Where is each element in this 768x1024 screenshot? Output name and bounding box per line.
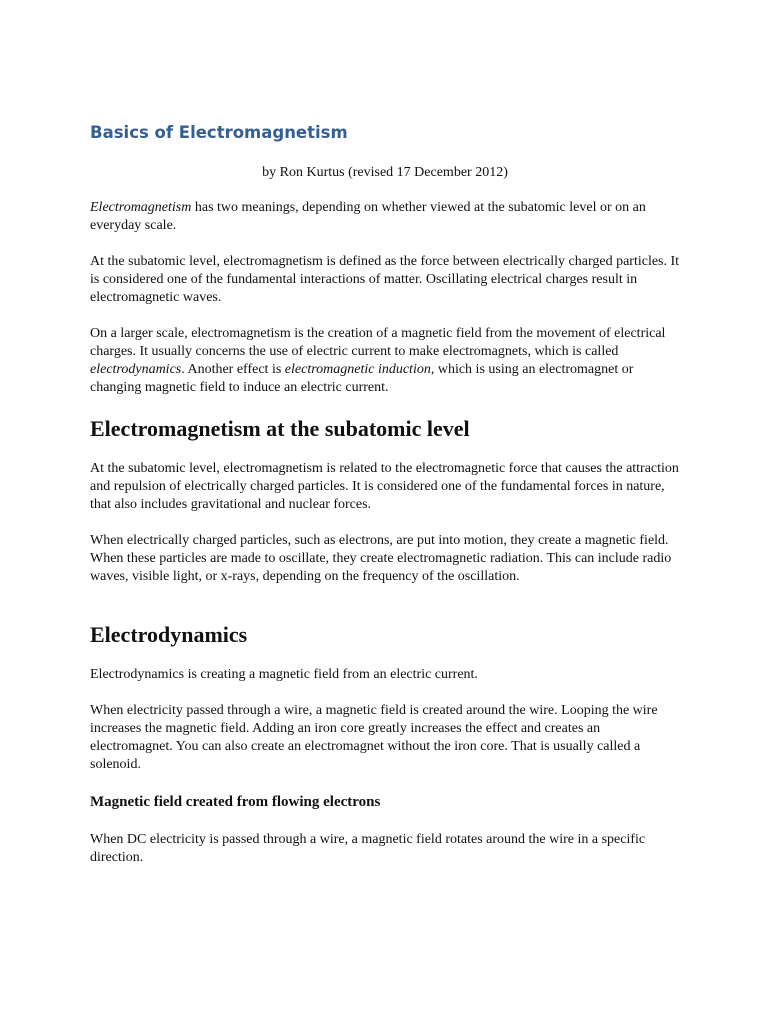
subsection-heading-magnetic-field: Magnetic field created from flowing electrons xyxy=(90,794,381,810)
document-title: Basics of Electromagnetism xyxy=(90,123,348,142)
intro-paragraph-1 xyxy=(90,199,680,235)
electrodynamics-paragraph-1: Electrodynamics is creating a magnetic field from an electric current. xyxy=(90,667,478,682)
intro-paragraph-3-part3: , which is using an electromagnet or changing magnetic field to induce an electric current. xyxy=(90,362,634,395)
intro-paragraph-2: At the subatomic level, electromagnetism is defined as the force between electrically charged particles. It is considered one of the fundamental interactions of matter. Oscillating electrical charges result in electromagnetic waves. xyxy=(90,254,680,305)
section-heading-electrodynamics: Electrodynamics xyxy=(90,622,248,647)
intro-paragraph-3-part1: On a larger scale, electromagnetism is the creation of a magnetic field from the movement of electrical charges. It usually concerns the use of electric current to make electromagnets, which is called xyxy=(90,326,666,359)
intro-term-electromagnetism: Electromagnetism xyxy=(90,200,192,215)
intro-term-electromagnetic-induction: electromagnetic induction xyxy=(284,362,431,377)
intro-paragraph-3-part2: . Another effect is xyxy=(181,362,285,377)
subatomic-paragraph-1: At the subatomic level, electromagnetism is related to the electromagnetic force that causes the attraction and repulsion of electrically charged particles. It is considered one of the fundamental forces in nature, that also includes gravitational and nuclear forces. xyxy=(90,461,679,512)
section-heading-subatomic: Electromagnetism at the subatomic level xyxy=(90,416,470,441)
intro-paragraph-1-text: has two meanings, depending on whether viewed at the subatomic level or on an everyday scale. xyxy=(90,200,646,233)
subatomic-paragraph-2: When electrically charged particles, such as electrons, are put into motion, they create a magnetic field. When these particles are made to oscillate, they create electromagnetic radiation. This can include radio waves, visible light, or x-rays, depending on the frequency of the oscillation. xyxy=(90,533,672,584)
byline: by Ron Kurtus (revised 17 December 2012) xyxy=(262,165,508,180)
intro-term-electrodynamics: electrodynamics xyxy=(90,362,182,377)
magnetic-field-paragraph-1: When DC electricity is passed through a wire, a magnetic field rotates around the wire in a specific direction. xyxy=(90,832,646,865)
electrodynamics-paragraph-2: When electricity passed through a wire, a magnetic field is created around the wire. Looping the wire increases the magnetic field. Adding an iron core greatly increases the effect and creates an electromagnet. You can also create an electromagnet without the iron core. That is usually called a solenoid. xyxy=(90,703,658,772)
intro-paragraph-3 xyxy=(90,325,680,397)
